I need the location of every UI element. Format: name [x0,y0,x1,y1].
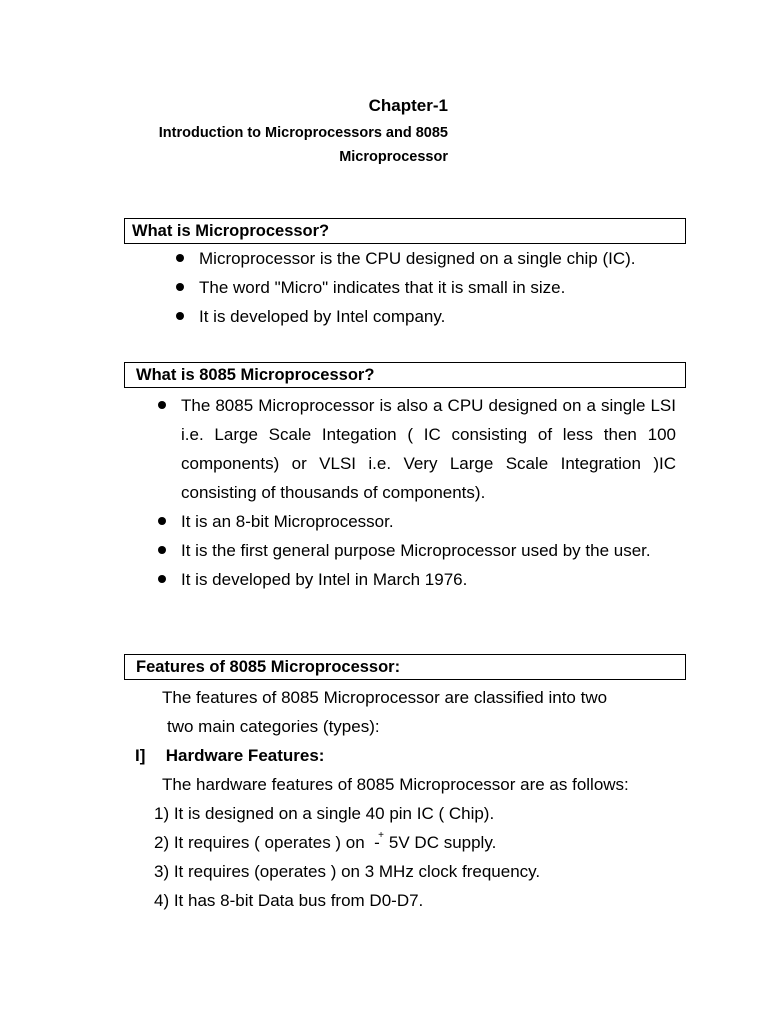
list-item [174,302,694,331]
list-item-text: It is developed by Intel in March 1976. [181,570,468,589]
list-item-text: The word "Micro" indicates that it is small in size. [199,278,566,297]
chapter-title: Chapter-1 [368,96,448,115]
list-item [156,507,676,536]
hardware-section-number: I] [135,746,146,765]
list-item [154,828,540,857]
section-heading-what-is-8085: What is 8085 Microprocessor? [124,362,686,388]
list-item [154,886,540,915]
bullet-icon [176,312,184,320]
list-item-text: 3) It requires (operates ) on 3 MHz clock frequency. [154,862,541,881]
list-item-text: The 8085 Microprocessor is also a CPU designed on a single LSI i.e. Large Scale Integation ( IC consisting of less then 100 components) or VLSI i.e. Very Large Scale Integration )IC consisting of thousands of components). [181,396,676,502]
bullet-icon [176,283,184,291]
features-intro-line2: two main categories (types): [167,717,380,736]
bullet-icon [176,254,184,262]
list-item [156,536,676,565]
bullet-icon [158,546,166,554]
features-intro-line1: The features of 8085 Microprocessor are classified into two [162,688,608,707]
list-item-text: 1) It is designed on a single 40 pin IC ( Chip). [154,804,495,823]
8085-bullet-list [156,391,676,594]
list-item-text: It is developed by Intel company. [199,307,446,326]
list-item-text: 4) It has 8-bit Data bus from D0-D7. [154,891,424,910]
microprocessor-bullet-list [174,244,694,331]
bullet-icon [158,517,166,525]
minus-sign: - [374,833,380,852]
list-item [156,391,676,507]
list-item-text: Microprocessor is the CPU designed on a single chip (IC). [199,249,636,268]
list-item [154,799,540,828]
bullet-icon [158,401,166,409]
list-item-text: 2) It requires ( operates ) on [154,833,365,852]
hardware-features-heading [135,741,324,770]
bullet-icon [158,575,166,583]
list-item-text-suffix: 5V DC supply. [384,833,497,852]
hardware-section-title: Hardware Features: [165,746,325,765]
list-item-text: It is an 8-bit Microprocessor. [181,512,394,531]
chapter-subtitle-line1: Introduction to Microprocessors and 8085 [158,125,448,141]
section-heading-features-8085: Features of 8085 Microprocessor: [124,654,686,680]
list-item-text: It is the first general purpose Microprocessor used by the user. [181,541,651,560]
list-item [156,565,676,594]
plus-sign: + [378,830,385,841]
list-item [174,273,694,302]
chapter-subtitle-line2: Microprocessor [339,149,448,165]
hardware-intro: The hardware features of 8085 Microprocessor are as follows: [162,775,629,794]
chapter-subtitle [130,121,448,169]
list-item [174,244,694,273]
plus-minus-sign [374,828,384,857]
hardware-features-list [154,799,540,915]
list-item [154,857,540,886]
section-heading-what-is-microprocessor: What is Microprocessor? [124,218,686,244]
